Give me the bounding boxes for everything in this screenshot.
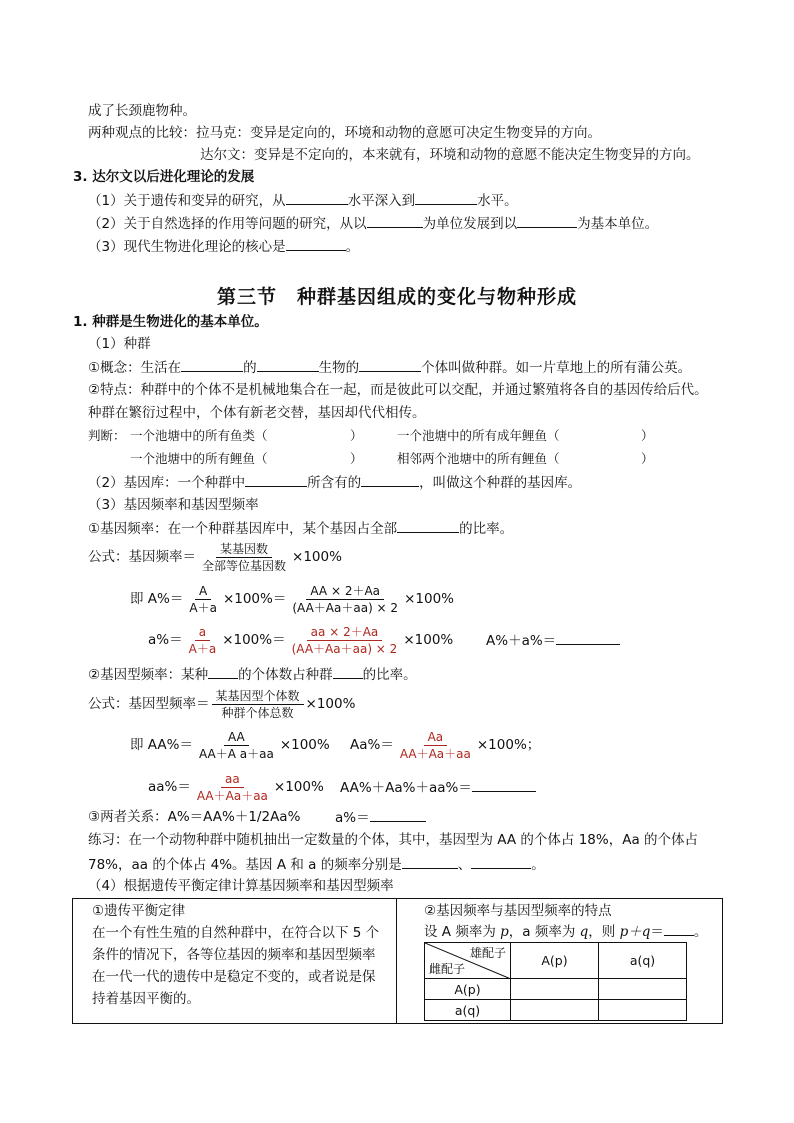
- blank[interactable]: [367, 214, 423, 228]
- numerator: AA × 2＋Aa: [306, 584, 384, 600]
- paren-close: ）: [350, 428, 363, 443]
- text: 、: [457, 857, 472, 873]
- text: ①基因频率：在一个种群基因库中，某个基因占全部: [88, 521, 398, 537]
- text: ②基因型频率：某种: [88, 667, 209, 683]
- blank[interactable]: [208, 665, 238, 679]
- box-right-line: [424, 921, 707, 943]
- denominator: (AA＋Aa＋aa) × 2: [291, 641, 398, 656]
- formula: [350, 728, 540, 762]
- text: 。: [693, 924, 708, 940]
- text: ×100%: [222, 632, 273, 648]
- box-divider: [396, 898, 397, 1023]
- text: A%＋a%＝: [486, 633, 557, 649]
- blank[interactable]: [471, 855, 531, 869]
- denominator: AA＋Aa＋aa: [399, 746, 471, 761]
- text: ×100%: [222, 591, 273, 607]
- text-line: ②特点：种群中的个体不是机械地集合在一起，而是彼此可以交配，并通过繁殖将各自的基因传给后代。: [88, 382, 708, 398]
- text: 个体叫做种群。如一片草地上的所有蒲公英。: [421, 360, 692, 376]
- text: 。: [531, 857, 545, 873]
- fraction: [212, 689, 304, 720]
- answer-cell[interactable]: [599, 1000, 687, 1021]
- numerator: 某基因型个体数: [212, 689, 304, 705]
- var-p: p: [500, 924, 509, 940]
- formula: [130, 582, 454, 616]
- text: ①概念：生活在: [88, 360, 182, 376]
- text: ×100%: [403, 632, 454, 648]
- answer-cell[interactable]: [511, 1000, 599, 1021]
- text: （3）现代生物进化理论的核心是: [88, 239, 286, 255]
- box-left-line: 在一个有性生殖的自然种群中，在符合以下 5 个: [92, 925, 380, 941]
- judge-item: 一个池塘中的所有成年鲤鱼（: [397, 428, 560, 443]
- numerator: aa: [221, 772, 244, 788]
- text: （1）关于遗传和变异的研究，从: [88, 193, 286, 209]
- sub-heading: （3）基因频率和基因型频率: [88, 497, 259, 513]
- judge-item: 相邻两个池塘中的所有鲤鱼（: [397, 451, 560, 466]
- numerator: aa × 2＋Aa: [307, 625, 383, 641]
- fill-line: [88, 237, 359, 256]
- text: a%＝: [148, 632, 183, 648]
- box-left-line: 持着基因平衡的。: [92, 991, 200, 1007]
- var-pq: p＋q: [619, 924, 651, 940]
- text-line: 成了长颈鹿物种。: [88, 103, 196, 119]
- row-header: A(p): [425, 979, 511, 1000]
- text: 的个体数占种群: [238, 667, 333, 683]
- fill-line: [88, 665, 417, 684]
- text: 78%，aa 的个体占 4%。基因 A 和 a 的频率分别是: [88, 857, 402, 873]
- blank[interactable]: [359, 358, 421, 372]
- text: ×100%: [292, 549, 342, 565]
- text: AA%＋Aa%＋aa%＝: [340, 780, 472, 796]
- answer-cell[interactable]: [599, 979, 687, 1000]
- blank[interactable]: [370, 808, 426, 822]
- denominator: A＋a: [188, 641, 217, 656]
- part-heading: 1. 种群是生物进化的基本单位。: [73, 314, 268, 330]
- text: a%＝: [335, 810, 370, 826]
- judge-label: 判断：: [88, 428, 126, 443]
- fraction: [193, 772, 272, 803]
- text: ×100%: [305, 696, 356, 712]
- text: （2）关于自然选择的作用等问题的研究，从以: [88, 216, 367, 232]
- box-left-line: 条件的情况下，各等位基因的频率和基因型频率: [92, 947, 376, 963]
- paren-close: ）: [641, 428, 654, 443]
- fraction: [396, 730, 475, 761]
- text: Aa%＝: [350, 737, 394, 753]
- chapter-title: 第三节 种群基因组成的变化与物种形成: [216, 286, 577, 308]
- text: 水平深入到: [347, 193, 416, 209]
- text: （2）基因库：一个种群中: [88, 475, 246, 491]
- formula: [148, 623, 453, 657]
- text-line: 练习：在一个动物种群中随机抽出一定数量的个体，其中，基因型为 AA 的个体占 18%，Aa 的个体占: [88, 832, 699, 848]
- corner-cell: [425, 943, 511, 979]
- formula: [130, 728, 330, 762]
- blank[interactable]: [402, 855, 458, 869]
- gamete-table: [424, 942, 687, 1021]
- text: ×100%: [476, 737, 527, 753]
- numerator: a: [195, 625, 210, 641]
- col-header: A(p): [511, 943, 599, 979]
- denominator: AA＋A a＋aa: [198, 746, 274, 761]
- blank[interactable]: [517, 214, 577, 228]
- text: 即 AA%＝: [130, 737, 193, 753]
- fill-line: [88, 473, 581, 492]
- paren-close: ）: [641, 451, 654, 466]
- text-line: 达尔文：变异是不定向的，本来就有，环境和动物的意愿不能决定生物变异的方向。: [200, 147, 700, 163]
- text: 的比率。: [459, 521, 514, 537]
- blank[interactable]: [181, 358, 243, 372]
- judge-item: 一个池塘中的所有鲤鱼（: [130, 451, 268, 466]
- fraction: [185, 584, 221, 615]
- blank[interactable]: [556, 631, 620, 645]
- text: 的比率。: [362, 667, 417, 683]
- text: 。: [345, 239, 360, 255]
- text: ＝: [650, 924, 664, 940]
- numerator: AA: [224, 730, 249, 746]
- blank[interactable]: [472, 778, 536, 792]
- denominator: (AA＋Aa＋aa) × 2: [292, 600, 399, 615]
- row-header: a(q): [425, 1000, 511, 1021]
- fill-line: [88, 191, 518, 210]
- sub-heading: （1）种群: [88, 336, 151, 352]
- text: ，a 频率为: [508, 924, 580, 940]
- text: 公式：基因频率＝: [88, 549, 196, 565]
- denominator: AA＋Aa＋aa: [196, 788, 268, 803]
- fill-line: [88, 519, 513, 538]
- text: ；: [526, 737, 541, 753]
- fill-line: [88, 358, 691, 377]
- fill-line: [335, 808, 426, 827]
- blank[interactable]: [333, 665, 363, 679]
- blank[interactable]: [415, 191, 477, 205]
- text: ×100%: [404, 591, 454, 607]
- text: aa%＝: [148, 779, 191, 795]
- text: 为基本单位。: [577, 216, 659, 232]
- fill-line: [88, 855, 545, 874]
- numerator: 某基因数: [216, 542, 272, 558]
- formula: [148, 770, 324, 804]
- fill-line: [88, 214, 658, 233]
- text: 的: [243, 360, 257, 376]
- sub-heading: （4）根据遗传平衡定律计算基因频率和基因型频率: [88, 878, 394, 894]
- text-line: 种群在繁衍过程中，个体有新老交替，基因却代代相传。: [88, 405, 426, 421]
- text: ，叫做这个种群的基因库。: [419, 475, 582, 491]
- denominator: 全部等位基因数: [202, 558, 287, 573]
- blank[interactable]: [286, 237, 346, 251]
- box-left-line: 在一代一代的遗传中是稳定不变的，或者说是保: [92, 969, 376, 985]
- text: 为单位发展到以: [422, 216, 518, 232]
- judge-item: 一个池塘中的所有鱼类（: [130, 428, 268, 443]
- col-header: a(q): [599, 943, 687, 979]
- fraction: [185, 625, 221, 656]
- blank[interactable]: [361, 473, 419, 487]
- paren-close: ）: [350, 451, 363, 466]
- text: ＝: [272, 632, 286, 648]
- numerator: A: [195, 584, 211, 600]
- male-gamete-label: 雄配子: [470, 946, 507, 960]
- fraction: [198, 542, 290, 573]
- fraction: [195, 730, 278, 761]
- fraction: [288, 625, 402, 656]
- fill-line: [340, 778, 536, 797]
- formula: [88, 541, 342, 573]
- formula: [88, 688, 355, 720]
- denominator: A＋a: [189, 600, 217, 615]
- text-line: ③两者关系：A%＝AA%＋1/2Aa%: [88, 809, 301, 825]
- text: ×100%: [273, 779, 324, 795]
- box-right-title: ②基因频率与基因型频率的特点: [424, 903, 612, 919]
- text: 生物的: [318, 360, 360, 376]
- numerator: Aa: [424, 730, 448, 746]
- fill-line: [486, 631, 620, 650]
- fraction: [288, 584, 402, 615]
- text: 所含有的: [307, 475, 362, 491]
- var-q: q: [579, 924, 589, 940]
- blank[interactable]: [257, 358, 319, 372]
- blank[interactable]: [397, 519, 459, 533]
- text: 水平。: [477, 193, 518, 209]
- text: ＝: [272, 591, 287, 607]
- female-gamete-label: 雌配子: [429, 962, 466, 976]
- text: 公式：基因型频率＝: [88, 696, 210, 712]
- text: 设 A 频率为: [424, 924, 501, 940]
- text: ×100%: [279, 737, 330, 753]
- answer-cell[interactable]: [511, 979, 599, 1000]
- blank[interactable]: [245, 473, 307, 487]
- blank[interactable]: [664, 922, 694, 936]
- box-left-title: ①遗传平衡定律: [92, 903, 186, 919]
- text: ，则: [588, 924, 620, 940]
- text: 即 A%＝: [130, 591, 184, 607]
- blank[interactable]: [286, 191, 348, 205]
- text-line: 两种观点的比较：拉马克：变异是定向的，环境和动物的意愿可决定生物变异的方向。: [88, 125, 601, 141]
- section-heading: 3. 达尔文以后进化理论的发展: [73, 169, 255, 185]
- denominator: 种群个体总数: [221, 705, 294, 720]
